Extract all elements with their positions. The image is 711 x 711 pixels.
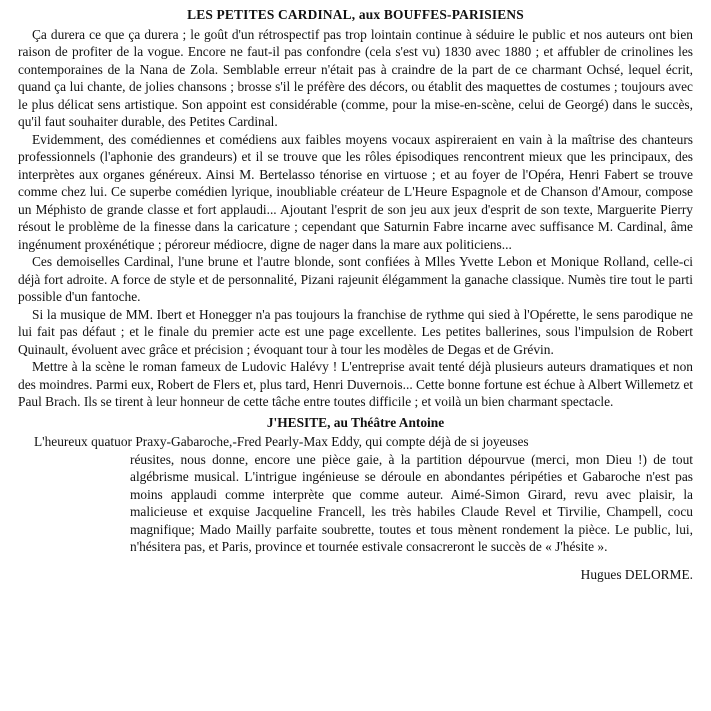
article-paragraph: Evidemment, des comédiennes et comédiens aux faibles moyens vocaux aspireraient en vain à la maîtrise des chanteurs professionnels (l'aphonie des grandeurs) et il se trouve que les rôles épisodiques rencontrent mieux que les principaux, des interprètes aux organes généreux. Ainsi M. Bertelasso ténorise en virtuose ; et au foyer de l'Opéra, Henri Fabert se trouve comme chez lui. Ce superbe comédien lyrique, inoubliable créateur de L'Heure Espagnole et de Chanson d'Amour, compose un Méphisto de grande classe et fort applaudi... Ajoutant l'esprit de son jeu aux jeux d'esprit de son texte, Marguerite Pierry résout le problème de la finesse dans la caricature ; cependant que Saturnin Fabre incarne avec suffisance M. Cardinal, âme ingénument proxénétique ; péroreur médiocre, digne de nager dans la mare aux politiciens... [18, 131, 693, 252]
article-title: LES PETITES CARDINAL, aux BOUFFES-PARISIENS [187, 7, 524, 22]
article-paragraph: Ces demoiselles Cardinal, l'une brune et l'autre blonde, sont confiées à Mlles Yvette Lebon et Monique Rolland, celle-ci déjà fort adroite. A force de style et de personnalité, Pizani rajeunit élégamment la ganache classique. Numès tire tout le parti possible d'un fantoche. [18, 254, 693, 304]
article-title: J'HESITE, au Théâtre Antoine [266, 414, 445, 430]
article-paragraph: Si la musique de MM. Ibert et Honegger n'a pas toujours la franchise de rythme qui sied à l'Opérette, le sens parodique ne lui fait pas défaut ; et le finale du premier acte est une page excellente. Les petites ballerines, sous l'impulsion de Robert Quinault, évoluent avec grâce et précision ; évoquant tour à tour les modèles de Degas et de Grévin. [18, 306, 693, 357]
article-paragraph: Mettre à la scène le roman fameux de Ludovic Halévy ! L'entreprise avait tenté déjà plusieurs auteurs dramatiques et non des moindres. Parmi eux, Robert de Flers et, plus tard, Henri Duvernois... Cette bonne fortune est échue à Albert Willemetz et Paul Brach. Ils se tirent à leur honneur de cette tâche entre toutes difficile ; et voilà un bien charmant spectacle. [18, 359, 693, 409]
author-signature: Hugues DELORME. [580, 566, 693, 582]
article-paragraph-first-line: L'heureux quatuor Praxy-Gabaroche,-Fred Pearly-Max Eddy, qui compte déjà de si joyeuses [34, 434, 529, 449]
article-paragraph-indented: réusites, nous donne, encore une pièce gaie, à la partition dépourvue (merci, mon Dieu !) de tout algébrisme musical. L'intrigue ingénieuse se déroule en abondantes péripéties et Gabaroche n'est pas moins applaudi comme interprète que comme auteur. Aimé-Simon Girard, revu avec plaisir, la malicieuse et exquise Jacqueline Francell, les très habiles Claude Revel et Tirvilie, Champell, cocu magnifique; Mado Mailly parfaite soubrette, toutes et tous mènent rondement la pièce. Le public, lui, n'hésitera pas, et Paris, province et tournée estivale consacreront le succès de « J'hésite ». [130, 451, 693, 554]
article-paragraph: Ça durera ce que ça durera ; le goût d'un rétrospectif pas trop lointain continue à séduire le public et nos auteurs ont bien raison de profiter de la vogue. Encore ne faut-il pas confondre (cela s'est vu) 1830 avec 1880 ; et affubler de crinolines les contemporaines de la Nana de Zola. Semblable erreur n'était pas à craindre de la part de ce charmant Ochsé, lequel écrit, quand ça lui chante, de jolies chansons ; brosse s'il le préfère des décors, ou établit des maquettes de costumes ; toujours avec le plus délicat sens artistique. Son appoint est considérable (comme, pour la mise-en-scène, celui de Georgé) dans le succès, qu'il faut souhaiter durable, des Petites Cardinal. [18, 26, 693, 129]
